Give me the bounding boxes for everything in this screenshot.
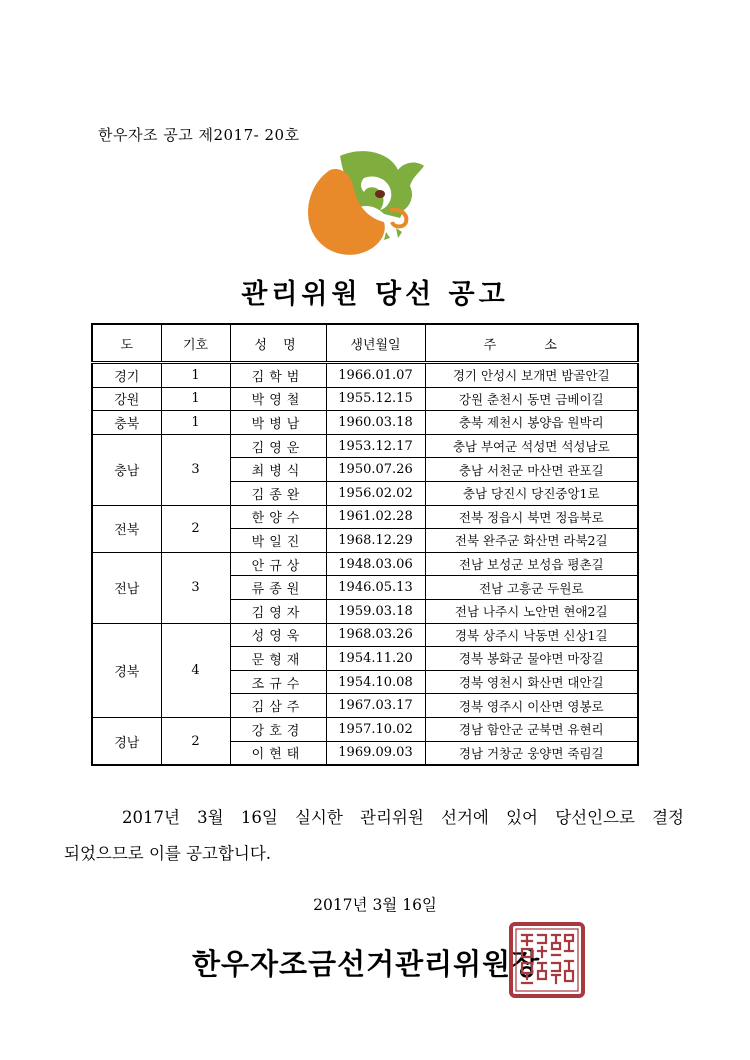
address-cell: 경기 안성시 보개면 밤골안길: [425, 363, 638, 388]
header-birthdate: 생년월일: [326, 324, 425, 363]
province-cell: 충남: [92, 434, 161, 505]
name-cell: 류종원: [230, 576, 326, 600]
table-row: [92, 623, 638, 647]
announcement-body: [64, 800, 684, 872]
number-cell: 4: [161, 623, 230, 717]
announcement-line-2: 되었으므로 이를 공고합니다.: [64, 844, 272, 863]
table-row: [92, 363, 638, 388]
birth-cell: 1968.03.26: [326, 623, 425, 647]
header-province: 도: [92, 324, 161, 363]
number-cell: 3: [161, 552, 230, 623]
document-title: 관리위원 당선 공고: [241, 279, 509, 310]
birth-cell: 1948.03.06: [326, 552, 425, 576]
birth-cell: 1967.03.17: [326, 694, 425, 718]
province-cell: 전남: [92, 552, 161, 623]
name-cell: 김학범: [230, 363, 326, 388]
province-cell: 충북: [92, 411, 161, 435]
name-cell: 박영철: [230, 387, 326, 411]
name-cell: 성영욱: [230, 623, 326, 647]
birth-cell: 1955.12.15: [326, 387, 425, 411]
number-cell: 2: [161, 717, 230, 765]
birth-cell: 1954.10.08: [326, 670, 425, 694]
table-row: [92, 434, 638, 458]
address-cell: 충남 당진시 당진중앙1로: [425, 481, 638, 505]
name-cell: 박병남: [230, 411, 326, 435]
address-cell: 전남 나주시 노안면 현애2길: [425, 599, 638, 623]
address-cell: 강원 춘천시 동면 금베이길: [425, 387, 638, 411]
address-cell: 전남 보성군 보성읍 평촌길: [425, 552, 638, 576]
birth-cell: 1961.02.28: [326, 505, 425, 529]
announcement-line-1: 2017년 3월 16일 실시한 관리위원 선거에 있어 당선인으로 결정: [122, 808, 684, 827]
birth-cell: 1956.02.02: [326, 481, 425, 505]
logo-eye: [375, 190, 385, 198]
number-cell: 1: [161, 411, 230, 435]
table-row: [92, 505, 638, 529]
logo-green-dots: [384, 228, 402, 240]
birth-cell: 1959.03.18: [326, 599, 425, 623]
table-row: [92, 387, 638, 411]
number-cell: 1: [161, 363, 230, 388]
table-row: [92, 717, 638, 741]
name-cell: 문형재: [230, 647, 326, 671]
name-cell: 강호경: [230, 717, 326, 741]
name-cell: 한양수: [230, 505, 326, 529]
address-cell: 경북 상주시 낙동면 신상1길: [425, 623, 638, 647]
birth-cell: 1954.11.20: [326, 647, 425, 671]
province-cell: 경남: [92, 717, 161, 765]
address-cell: 경남 거창군 웅양면 죽림길: [425, 741, 638, 765]
birth-cell: 1950.07.26: [326, 458, 425, 482]
birth-cell: 1953.12.17: [326, 434, 425, 458]
name-cell: 이현태: [230, 741, 326, 765]
birth-cell: 1966.01.07: [326, 363, 425, 388]
address-cell: 충북 제천시 봉양읍 원박리: [425, 411, 638, 435]
birth-cell: 1946.05.13: [326, 576, 425, 600]
province-cell: 강원: [92, 387, 161, 411]
name-cell: 김종완: [230, 481, 326, 505]
notice-number: 한우자조 공고 제2017- 20호: [98, 126, 300, 144]
name-cell: 조규수: [230, 670, 326, 694]
name-cell: 최병식: [230, 458, 326, 482]
province-cell: 전북: [92, 505, 161, 552]
header-address: 주 소: [425, 324, 638, 363]
name-cell: 박일진: [230, 529, 326, 553]
address-cell: 전북 정읍시 북면 정읍북로: [425, 505, 638, 529]
birth-cell: 1968.12.29: [326, 529, 425, 553]
announcement-date: 2017년 3월 16일: [313, 896, 437, 914]
address-cell: 경북 영주시 이산면 영봉로: [425, 694, 638, 718]
signature-committee: 한우자조금선거관리위원장: [192, 947, 541, 981]
table-row: [92, 552, 638, 576]
address-cell: 전남 고흥군 두원로: [425, 576, 638, 600]
name-cell: 김삼주: [230, 694, 326, 718]
province-cell: 경기: [92, 363, 161, 388]
birth-cell: 1957.10.02: [326, 717, 425, 741]
number-cell: 3: [161, 434, 230, 505]
address-cell: 충남 서천군 마산면 관포길: [425, 458, 638, 482]
name-cell: 안규상: [230, 552, 326, 576]
number-cell: 1: [161, 387, 230, 411]
address-cell: 경남 함안군 군북면 유현리: [425, 717, 638, 741]
hanwoo-logo: [300, 148, 428, 258]
table-header-row: [92, 324, 638, 363]
name-cell: 김영운: [230, 434, 326, 458]
header-number: 기호: [161, 324, 230, 363]
header-name: 성 명: [230, 324, 326, 363]
address-cell: 경북 봉화군 물야면 마장길: [425, 647, 638, 671]
address-cell: 전북 완주군 화산면 라북2길: [425, 529, 638, 553]
official-seal-icon: [508, 921, 586, 999]
birth-cell: 1969.09.03: [326, 741, 425, 765]
address-cell: 경북 영천시 화산면 대안길: [425, 670, 638, 694]
results-table: [91, 323, 639, 766]
name-cell: 김영자: [230, 599, 326, 623]
province-cell: 경북: [92, 623, 161, 717]
birth-cell: 1960.03.18: [326, 411, 425, 435]
table-row: [92, 411, 638, 435]
address-cell: 충남 부여군 석성면 석성남로: [425, 434, 638, 458]
number-cell: 2: [161, 505, 230, 552]
